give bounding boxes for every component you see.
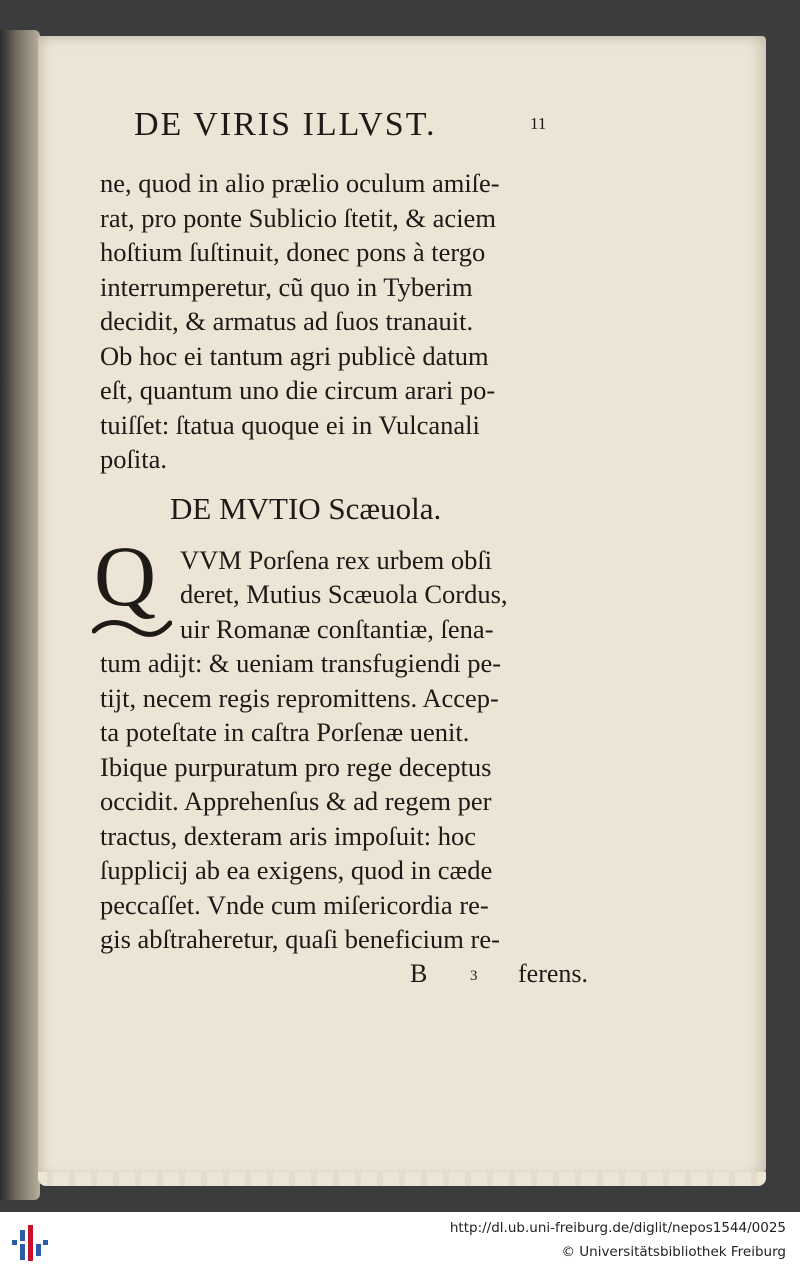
drop-cap-paragraph bbox=[94, 527, 640, 647]
text-line: hoſtium ſuſtinuit, donec pons à tergo bbox=[100, 237, 486, 267]
text-line: tum adijt: & ueniam transfugiendi pe- bbox=[100, 648, 502, 678]
copyright-notice: © Universitätsbibliothek Freiburg bbox=[561, 1244, 786, 1260]
catchword: ferens. bbox=[518, 958, 589, 988]
book-page bbox=[38, 36, 766, 1178]
text-line: gis abſtraheretur, quaſi beneficium re- bbox=[100, 924, 500, 954]
text-line: uir Romanæ conſtantiæ, ſena- bbox=[180, 613, 494, 644]
text-line: eſt, quantum uno die circum arari po- bbox=[100, 375, 496, 405]
signature-line bbox=[100, 957, 640, 991]
text-line: tijt, necem regis repromittens. Accep- bbox=[100, 682, 499, 713]
text-line: ta poteſtate in caſtra Porſenæ uenit. bbox=[100, 717, 470, 747]
paragraph-mutius bbox=[100, 646, 640, 957]
ub-freiburg-logo-icon[interactable] bbox=[10, 1224, 50, 1262]
text-line: rat, pro ponte Sublicio ſtetit, & aciem bbox=[100, 202, 496, 233]
facing-page-edge bbox=[0, 30, 40, 1200]
text-line: deret, Mutius Scæuola Cordus, bbox=[180, 579, 508, 609]
permalink-url[interactable]: http://dl.ub.uni-freiburg.de/diglit/nepos1544/0025 bbox=[449, 1220, 786, 1236]
viewer-footer bbox=[0, 1212, 800, 1270]
text-line: decidit, & armatus ad ſuos tranauit. bbox=[100, 306, 474, 336]
text-line: occidit. Apprehenſus & ad regem per bbox=[100, 786, 492, 816]
text-line: poſita. bbox=[100, 444, 167, 474]
text-line: tractus, dexteram aris impoſuit: hoc bbox=[100, 820, 477, 851]
signature-letter: B bbox=[410, 958, 428, 988]
text-line: ſupplicij ab ea exigens, quod in cæde bbox=[100, 855, 493, 885]
drop-cap-initial: Q bbox=[94, 527, 157, 624]
text-line: tuiſſet: ſtatua quoque ei in Vulcanali bbox=[100, 409, 480, 440]
text-line: VVM Porſena rex urbem obſi bbox=[180, 544, 493, 575]
text-line: Ibique purpuratum pro rege deceptus bbox=[100, 751, 492, 782]
signature-number: 3 bbox=[470, 967, 478, 984]
text-line: ne, quod in alio prælio oculum amiſe- bbox=[100, 168, 500, 198]
flourish-ornament-icon bbox=[92, 617, 172, 639]
paragraph-horatius bbox=[100, 166, 640, 477]
text-line: peccaſſet. Vnde cum miſericordia re- bbox=[100, 889, 489, 920]
text-line: interrumperetur, cũ quo in Tyberim bbox=[100, 271, 473, 302]
running-title: DE VIRIS ILLVST. bbox=[134, 106, 437, 143]
drop-cap-lines bbox=[100, 543, 640, 647]
text-line: Ob hoc ei tantum agri publicè datum bbox=[100, 340, 489, 371]
page-number: 11 bbox=[530, 114, 547, 133]
section-title: DE MVTIO Scæuola. bbox=[170, 490, 442, 526]
page-text bbox=[94, 106, 640, 991]
running-head bbox=[100, 106, 640, 164]
